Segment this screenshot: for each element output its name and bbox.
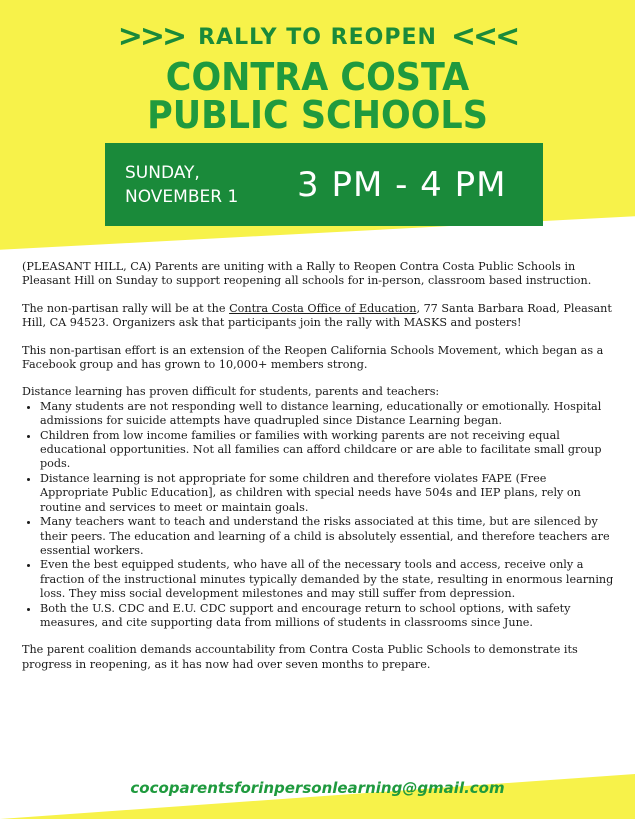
paragraph-intro: (PLEASANT HILL, CA) Parents are uniting with a Rally to Reopen Contra Costa Public Schools in Pleasant Hill on Sunday to support reopening all schools for in-person, classroom based instruction.	[22, 260, 592, 288]
rally-title: RALLY TO REOPEN	[198, 24, 437, 50]
list-item: • Many teachers want to teach and understand the risks associated at this time, but are silenced by their peers. The education and learning of a child is absolutely essential, and therefore teachers are essential workers.	[40, 515, 618, 558]
press-release-body	[22, 260, 618, 685]
title-line-2: PUBLIC SCHOOLS	[147, 93, 488, 137]
banner-date	[125, 161, 275, 209]
list-item: • Many students are not responding well to distance learning, educationally or emotionally. Hospital admissions for suicide attempts have quadrupled since Distance Learning began.	[40, 400, 618, 429]
main-title	[25, 55, 609, 137]
location-text-after: , 77 Santa Barbara Road, Pleasant Hill, CA 94523. Organizers ask that participants join the rally with MASKS and posters!	[22, 301, 612, 330]
list-item: • Even the best equipped students, who have all of the necessary tools and access, receive only a fraction of the instructional minutes typically demanded by the state, resulting in enormous learning loss. They miss social development milestones and may still suffer from depression.	[40, 558, 618, 601]
list-intro: Distance learning has proven difficult for students, parents and teachers:	[22, 385, 440, 399]
list-item: • Children from low income families or families with working parents are not receiving equal educational opportunities. Not all families can afford childcare or are able to facilitate small group pods.	[40, 429, 618, 472]
chevrons-left-icon: <<<	[450, 19, 518, 54]
banner-time: 3 PM - 4 PM	[297, 164, 507, 205]
location-text-before: The non-partisan rally will be at the	[22, 301, 230, 315]
rally-header-row	[0, 19, 635, 54]
office-of-education-link[interactable]: Contra Costa Office of Education	[229, 301, 417, 315]
paragraph-location	[22, 302, 618, 331]
paragraph-demands: The parent coalition demands accountability from Contra Costa Public Schools to demonstrate its progress in reopening, as it has now had over seven months to prepare.	[22, 643, 578, 671]
list-item: • Distance learning is not appropriate for some children and therefore violates FAPE (Free Appropriate Public Education], as children with special needs have 504s and IEP plans, rely on routine and services to meet or maintain goals.	[40, 472, 618, 515]
contact-email[interactable]: cocoparentsforinpersonlearning@gmail.com	[130, 779, 505, 797]
list-item: • Both the U.S. CDC and E.U. CDC support and encourage return to school options, with safety measures, and cite supporting data from millions of students in classrooms since June.	[40, 602, 618, 631]
title-line-1: CONTRA COSTA	[165, 55, 470, 99]
banner-day: SUNDAY,	[125, 162, 200, 183]
difficulties-list	[22, 400, 618, 631]
banner-month-day: NOVEMBER 1	[125, 186, 239, 207]
paragraph-movement: This non-partisan effort is an extension of the Reopen California Schools Movement, which began as a Facebook group and has grown to 10,000+ members strong.	[22, 343, 604, 372]
chevrons-right-icon: >>>	[117, 19, 185, 54]
date-time-banner	[105, 143, 543, 226]
